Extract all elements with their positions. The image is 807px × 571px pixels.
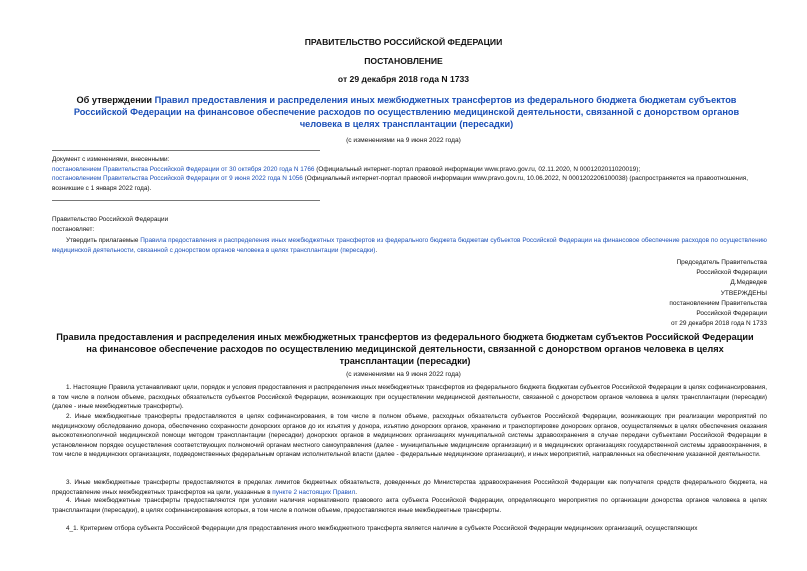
title-link[interactable]: Правил предоставления и распределения иных межбюджетных трансфертов из федерального бюджета бюджетам субъектов Российской Федерации на финансовое обеспечение расходов по осуществлению медицинской деятельности, связанной с донорством органов человека в целях трансплантации (пересадки)	[73, 95, 740, 129]
government-heading: ПРАВИТЕЛЬСТВО РОССИЙСКОЙ ФЕДЕРАЦИИ	[304, 37, 503, 47]
government-line-2: постановляет:	[52, 225, 95, 233]
approved-line: от 29 декабря 2018 года N 1733	[670, 320, 767, 328]
changes-item-1-link[interactable]: постановлением Правительства Российской Федерации от 30 октября 2020 года N 1766	[52, 165, 315, 173]
rules-title: Правила предоставления и распределения иных межбюджетных трансфертов из федерального бюджета бюджетам субъектов Российской Федерации на финансовое обеспечение расходов по осуществлению медицинской деятельности, связанной с донорством органов человека в целях трансплантации (пересадки)	[56, 332, 754, 366]
paragraph-3	[52, 478, 767, 497]
approve-suffix: .	[375, 246, 378, 254]
changes-item-2-link[interactable]: постановлением Правительства Российской Федерации от 9 июня 2022 года N 1056	[52, 175, 303, 183]
paragraph-2-text: 2. Иные межбюджетные трансферты предоставляются в целях софинансирования, в том числе в полном объеме, расходных обязательств субъектов Российской Федерации, возникающих при реализации мероприятий по медицинскому обследованию донора, обеспечению сохранности донорских органов до их изъятия у донора, изъятию донорских органов, хранению и транспортировке донорских органов, осуществляемых в целях обеспечения оказания высокотехнологичной медицинской помощи методом трансплантации (пересадки) донорских органов в медицинских организациях муниципальной системы здравоохранения в случае передачи субъектами Российской Федерации в установленном порядке осуществления соответствующих полномочий органам местного самоуправления (далее - муниципальные медицинские организации) и в медицинских организациях государственной системы здравоохранения, в том числе в медицинских организациях, подведомственных федеральным органам исполнительной власти (далее - федеральные медицинские организации), и иных мероприятий, направленных на обеспечение указанной деятельности.	[52, 413, 767, 459]
date-number-heading: от 29 декабря 2018 года N 1733	[337, 74, 470, 84]
divider	[52, 150, 320, 151]
document-changes-block	[52, 155, 767, 193]
title-prefix: Об утверждении	[76, 95, 155, 105]
paragraph-3-link[interactable]: пункте 2 настоящих Правил	[272, 488, 356, 496]
signature-line: Д.Медведев	[730, 279, 767, 287]
government-line-1: Правительство Российской Федерации	[52, 216, 169, 223]
approve-prefix: Утвердить прилагаемые	[66, 237, 141, 244]
changes-item-2	[52, 174, 767, 193]
paragraph-4-text: 4. Иные межбюджетные трансферты предоставляются при условии наличия нормативного правового акта субъекта Российской Федерации, определяющего мероприятия по организации донорства органов человека в целях трансплантации (пересадки), в целях софинансирования которых, в том числе в полном объеме, предоставляются иные межбюджетные трансферты.	[52, 497, 767, 514]
doc-type-heading: ПОСТАНОВЛЕНИЕ	[364, 56, 443, 66]
paragraph-3-text: 3. Иные межбюджетные трансферты предоставляются в пределах лимитов бюджетных обязательств, доведенных до Министерства здравоохранения Российской Федерации как получателя средств федерального бюджета, на предоставление иных межбюджетных трансфертов на цели, указанные в	[52, 479, 767, 496]
paragraph-4-1	[52, 524, 767, 534]
approve-paragraph	[52, 236, 767, 255]
changes-intro: Документ с изменениями, внесенными:	[52, 156, 170, 163]
changes-item-1-text: (Официальный интернет-портал правовой информации www.pravo.gov.ru, 02.11.2020, N 0001202011020019);	[314, 165, 641, 173]
paragraph-3-suffix: .	[355, 488, 357, 496]
signature-line: Председатель Правительства	[676, 259, 767, 266]
rules-changes-note: (с изменениями на 9 июня 2022 года)	[346, 371, 461, 378]
paragraph-4-1-text: 4_1. Критерием отбора субъекта Российской Федерации для предоставления иного межбюджетного трансферта является наличие в субъекте Российской Федерации медицинских организаций, осуществляющих	[66, 525, 698, 532]
approve-link[interactable]: Правила предоставления и распределения иных межбюджетных трансфертов из федерального бюджета бюджетам субъектов Российской Федерации на финансовое обеспечение расходов по осуществлению медицинской деятельности, связанной с донорством органов человека в целях трансплантации (пересадки)	[52, 237, 767, 254]
paragraph-2	[52, 412, 767, 460]
government-resolves	[52, 215, 767, 234]
approved-line: постановлением Правительства	[669, 299, 767, 307]
document-title	[60, 94, 753, 130]
signature-block	[567, 258, 767, 329]
changes-note: (с изменениями на 9 июня 2022 года)	[346, 137, 461, 144]
signature-line: Российской Федерации	[696, 269, 767, 277]
approved-line: Российской Федерации	[696, 310, 767, 318]
changes-item-2-text: (Официальный интернет-портал правовой информации www.pravo.gov.ru, 10.06.2022, N 0001202206100038) (распространяется на правоотношения, возникшие с 1 января 2022 года).	[52, 175, 749, 192]
paragraph-1-text: 1. Настоящие Правила устанавливают цели, порядок и условия предоставления и распределения иных межбюджетных трансфертов из федерального бюджета бюджетам субъектов Российской Федерации в целях софинансирования, в том числе в полном объеме, расходных обязательств субъектов Российской Федерации, возникающих при осуществлении медицинской деятельности, связанной с донорством органов человека в целях трансплантации (пересадки) (далее - иные межбюджетные трансферты).	[52, 384, 767, 411]
divider	[52, 200, 320, 201]
changes-item-1	[52, 165, 767, 175]
approved-line: УТВЕРЖДЕНЫ	[720, 289, 767, 297]
paragraph-1	[52, 383, 767, 412]
paragraph-4	[52, 496, 767, 515]
